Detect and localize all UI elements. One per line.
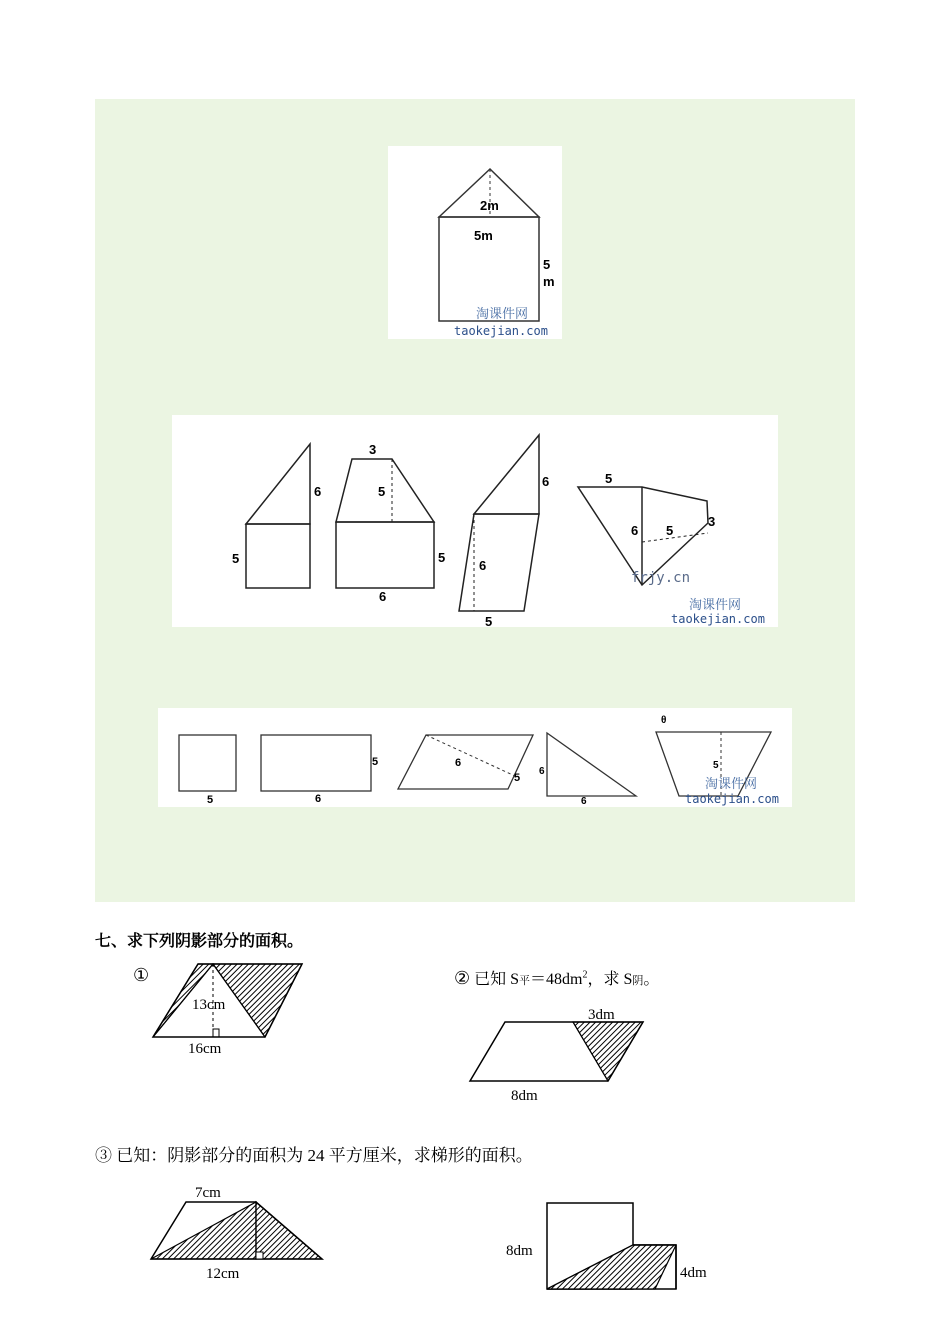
shape3-base: 5 <box>485 614 493 629</box>
shape4-top: 5 <box>605 471 613 486</box>
trapezoid-top-label: θ <box>661 715 667 726</box>
shape1-side: 5 <box>232 551 240 566</box>
q3-top: 7cm <box>195 1185 221 1201</box>
parallelogram-base: 6 <box>455 757 462 769</box>
watermark-site: frjy.cn <box>631 570 691 586</box>
q4-right: 4dm <box>680 1265 707 1281</box>
q2-suffix: ，求 S <box>587 971 633 988</box>
q2-end: 。 <box>643 971 660 988</box>
watermark-en: taokejian.com <box>454 324 548 338</box>
q2-top: 3dm <box>588 1007 615 1023</box>
shape4-width: 5 <box>666 523 674 538</box>
shape4-side: 3 <box>708 514 716 529</box>
q1-marker: ① <box>133 965 150 985</box>
side-unit-label: m <box>543 274 555 289</box>
q2-base: 8dm <box>511 1088 538 1104</box>
rect-width: 5 <box>372 756 379 768</box>
q4-figure <box>500 1198 720 1298</box>
q3-figure <box>148 1182 328 1282</box>
q2-sub-yin: 阴 <box>632 975 644 987</box>
square-side: 5 <box>207 794 214 806</box>
parallelogram-height: 5 <box>514 772 521 784</box>
q3-text: ③ 已知：阴影部分的面积为 24 平方厘米，求梯形的面积。 <box>95 1146 533 1165</box>
q2-sub-ping: 平 <box>519 975 531 987</box>
trapezoid-height: 5 <box>713 760 719 771</box>
section-heading: 七、求下列阴影部分的面积。 <box>95 933 304 950</box>
shape2-base: 6 <box>379 589 387 604</box>
width-label: 5m <box>474 228 493 243</box>
watermark-cn: 淘课件网 <box>689 598 742 613</box>
composite-shapes-figure <box>172 415 778 627</box>
shape2-height: 5 <box>378 484 386 499</box>
watermark-en: taokejian.com <box>671 612 765 626</box>
q2-marker: ② <box>454 968 471 988</box>
house-figure <box>388 146 562 339</box>
shape4-height: 6 <box>631 523 639 538</box>
watermark-cn: 淘课件网 <box>476 307 529 322</box>
q1-base: 16cm <box>188 1041 222 1057</box>
basic-shapes-figure <box>158 708 792 807</box>
side-label: 5 <box>543 257 551 272</box>
watermark-en: taokejian.com <box>685 792 779 806</box>
q1-figure <box>150 960 310 1060</box>
shape3-height: 6 <box>479 558 487 573</box>
triangle-height: 6 <box>539 766 545 777</box>
triangle-base: 6 <box>581 796 587 807</box>
shape1-height: 6 <box>314 484 322 499</box>
q4-left: 8dm <box>506 1243 533 1259</box>
shape2-side: 5 <box>438 550 446 565</box>
q1-height: 13cm <box>192 997 226 1013</box>
shape2-top: 3 <box>369 442 377 457</box>
shape3-top-height: 6 <box>542 474 550 489</box>
q2-prefix: 已知 S <box>474 971 520 988</box>
q2-sup: 2 <box>582 969 588 981</box>
q2-mid: ＝48dm <box>530 971 583 988</box>
height-label: 2m <box>480 198 499 213</box>
q2-text <box>454 966 659 989</box>
watermark-cn: 淘课件网 <box>705 777 758 792</box>
q3-base: 12cm <box>206 1266 240 1282</box>
rect-length: 6 <box>315 793 322 805</box>
q2-figure <box>465 1005 655 1105</box>
